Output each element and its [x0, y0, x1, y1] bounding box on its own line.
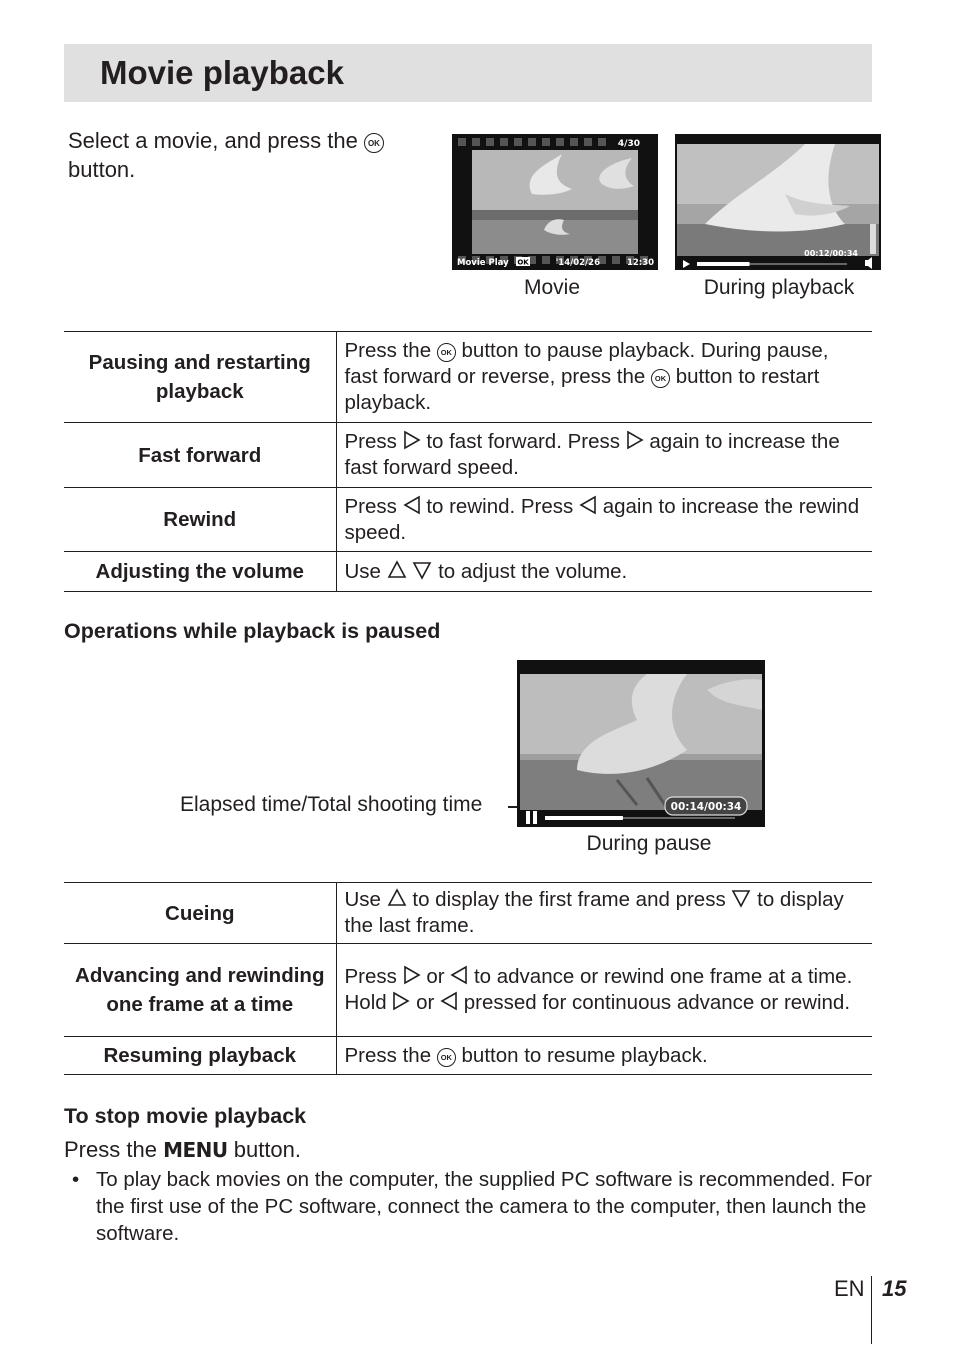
during-playback-caption: During playback [703, 276, 855, 299]
footer-language: EN [834, 1276, 865, 1301]
movie-date: '14/02/26 [555, 258, 600, 268]
intro-text-before: Select a movie, and press the [68, 128, 358, 153]
ok-button-icon: OK [437, 1048, 456, 1067]
right-arrow-icon [403, 430, 421, 450]
text: Press [344, 430, 397, 453]
row-value-resuming [336, 1037, 872, 1075]
left-arrow-icon [440, 991, 458, 1011]
text: button to restart playback. [344, 365, 820, 414]
text: button to resume playback. [461, 1043, 708, 1067]
paused-operations-table [64, 882, 872, 1075]
row-key-cueing: Cueing [64, 883, 336, 944]
bullet-dot: • [72, 1168, 80, 1191]
pause-progress-fill [545, 816, 623, 820]
during-playback-screen [675, 134, 881, 270]
stop-instruction [64, 1137, 301, 1163]
during-pause-screen [517, 660, 765, 827]
ok-button-icon: OK [651, 369, 670, 388]
row-key-rewind: Rewind [64, 488, 336, 552]
text: Use [344, 559, 381, 583]
playback-operations-table [64, 331, 872, 592]
left-arrow-icon [579, 495, 597, 515]
text: Press [344, 965, 397, 988]
right-arrow-icon [626, 430, 644, 450]
menu-button-label: MENU [163, 1138, 228, 1162]
left-arrow-icon [403, 495, 421, 515]
movie-screen-image [452, 134, 658, 270]
up-arrow-icon [387, 888, 407, 908]
pause-icon-bar-right [533, 811, 537, 824]
text: Press the [344, 1043, 432, 1067]
stop-section-heading: To stop movie playback [64, 1104, 307, 1128]
movie-ok-label: OK [517, 258, 529, 267]
table-row [64, 332, 872, 423]
pause-icon-bar-left [526, 811, 530, 824]
page-number: 15 [882, 1276, 907, 1301]
text: Press [344, 494, 397, 518]
movie-mode-label: Movie Play [457, 258, 509, 268]
paused-section-heading: Operations while playback is paused [64, 619, 441, 643]
title-bar [64, 44, 872, 102]
movie-caption: Movie [523, 276, 581, 299]
movie-counter: 4/30 [617, 139, 640, 149]
bullet-text: To play back movies on the computer, the supplied PC software is recommended. For the first use of the PC software, connect the camera to the computer, then launch the software. [96, 1168, 872, 1245]
row-key-resuming: Resuming playback [64, 1037, 336, 1075]
text: to display the first frame and press [412, 888, 726, 911]
during-pause-image [517, 660, 765, 827]
down-arrow-icon [412, 560, 432, 580]
text: Use [344, 888, 381, 911]
intro-text-after: button. [68, 157, 136, 182]
down-arrow-icon [731, 888, 751, 908]
during-playback-image [675, 134, 881, 270]
row-key-pausing: Pausing and restarting playback [64, 332, 336, 423]
pause-time-readout: 00:14/00:34 [670, 801, 742, 813]
text: Press the [64, 1137, 157, 1162]
text: pressed for continuous advance or rewind. [463, 991, 851, 1014]
ok-button-icon: OK [364, 133, 384, 153]
intro-text [68, 126, 438, 184]
playback-time-readout: 00:12/00:34 [804, 249, 858, 258]
text: to display the last frame. [344, 888, 844, 937]
text: again to increase the rewind speed. [344, 494, 860, 544]
movie-screen [452, 134, 658, 270]
text: or [426, 965, 445, 988]
row-key-fast-forward: Fast forward [64, 423, 336, 488]
text: again to increase the fast forward speed. [344, 430, 840, 479]
table-row [64, 423, 872, 488]
text: button to pause playback. During pause, fast forward or reverse, press the [344, 339, 829, 388]
text: Press the [344, 339, 432, 362]
playback-progress-fill [697, 262, 750, 266]
row-key-volume: Adjusting the volume [64, 552, 336, 592]
row-value-advancing [336, 944, 872, 1037]
during-pause-caption: During pause [586, 832, 712, 855]
text: button. [233, 1137, 302, 1162]
row-value-cueing [336, 883, 872, 944]
table-row [64, 883, 872, 944]
row-key-advancing: Advancing and rewinding one frame at a time [64, 944, 336, 1037]
ok-button-icon: OK [437, 343, 456, 362]
left-arrow-icon [450, 965, 468, 985]
text: or [416, 991, 435, 1014]
page-title: Movie playback [100, 54, 344, 91]
elapsed-time-callout: Elapsed time/Total shooting time [180, 793, 483, 816]
text: to rewind. Press [426, 494, 574, 518]
table-row [64, 944, 872, 1037]
row-value-volume [336, 552, 872, 592]
movie-time: 12:30 [626, 258, 654, 268]
right-arrow-icon [392, 991, 410, 1011]
text: to adjust the volume. [438, 559, 628, 583]
row-value-pausing [336, 332, 872, 423]
up-arrow-icon [387, 560, 407, 580]
table-row [64, 488, 872, 552]
text: to fast forward. Press [426, 430, 620, 453]
text: to advance or rewind one frame at a time. Hold [344, 965, 853, 1014]
row-value-rewind [336, 488, 872, 552]
bullet-note [72, 1166, 872, 1247]
table-row [64, 552, 872, 592]
row-value-fast-forward [336, 423, 872, 488]
table-row [64, 1037, 872, 1075]
right-arrow-icon [403, 965, 421, 985]
footer-divider [871, 1276, 872, 1344]
